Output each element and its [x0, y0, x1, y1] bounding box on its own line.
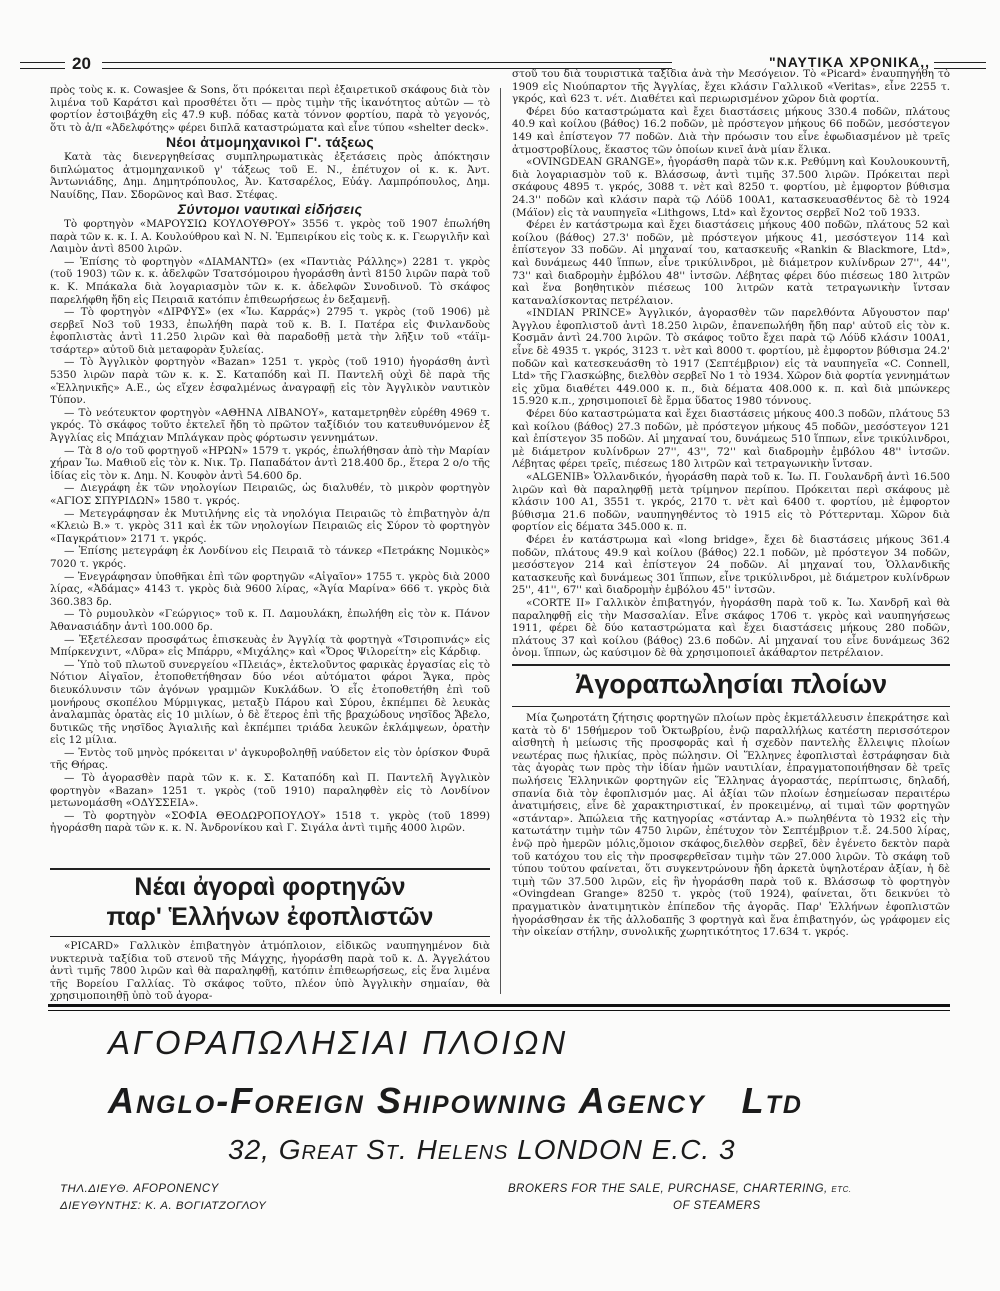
headline-new-purchases	[50, 872, 490, 932]
intro-paragraph: πρὸς τοὺς κ. κ. Cowasjee & Sons, ὅτι πρόκειται περὶ ἐξαιρετικοῦ σκάφους διὰ τὸν λιμένα τοῦ Καράτσι καὶ προσθέτει ὅτι — πρὸς τιμὴν τῆς ἱκανότητος αὐτῶν — τὸ φορτίον ἐστοιβάχθη εἰς 47.9 κυβ. πόδας κατὰ τόννον φορτίου, παρὰ τὸ γεγονός, ὅτι τὸ ἀ/π «Ἀδελφότης» φέρει διπλᾶ καταστρώματα καὶ εἶνε τύπου «shelter deck».	[50, 84, 490, 134]
ad-address: 32, Great St. Helens LONDON E.C. 3	[228, 1134, 736, 1165]
ad-etc: ETC.	[831, 1185, 852, 1194]
ad-company-text: Anglo-Foreign Shipowning Agency	[108, 1080, 706, 1121]
market-paragraph-block	[512, 712, 950, 939]
news-item: — Διεγράφη ἐκ τῶν νηολογίων Πειραιῶς, ὡς διαλυθέν, τὸ μικρὸν φορτηγὸν «ΑΓΙΟΣ ΣΠΥΡΙΔΩΝ» 1580 τ. γκρός.	[50, 482, 490, 507]
news-item: — Ἐπίσης μετεγράφη ἐκ Λονδίνου εἰς Πειραιᾶ τὸ τάνκερ «Πετράκης Νομικὸς» 7020 τ. γκρός.	[50, 545, 490, 570]
headline-line-1: Νέαι ἀγοραὶ φορτηγῶν	[134, 873, 406, 901]
news-item: — Ἐντὸς τοῦ μηνὸς πρόκειται ν' ἀγκυροβοληθῇ ναύδετον εἰς τὸν ὁρίσκον Φυρᾶ τῆς Θήρας.	[50, 746, 490, 772]
right-paragraph: «OVINGDEAN GRANGE», ἠγοράσθη παρὰ τῶν κ.κ. Ρεθύμνη καὶ Κουλουκουντῆ, διὰ λογαριασμὸν τοῦ κ. Βλάσσωφ, ἀντὶ τιμῆς 37.500 λιρῶν. Πρόκειται περὶ σκάφους 4895 τ. γκρός, 3088 τ. νὲτ καὶ 8250 τ. φορτίου, μὲ ἐμφορτον βύθισμα 24.3'' ποδῶν καὶ κλάσιν παρὰ τῷ Λόϋδ 100Α1, κατασκευασθέντος δὲ τὸ 1924 (Μάϊον) εἰς τὰ ναυπηγεῖα «Lithgows, Ltd» καὶ ἔχοντος σερβεῖ Νο2 τοῦ 1933.	[512, 156, 950, 219]
news-item: — Ἐνεγράφησαν ὑποθῆκαι ἐπὶ τῶν φορτηγῶν «Αἰγαῖον» 1755 τ. γκρὸς διὰ 2000 λίρας, «Ἀδάμας» 4143 τ. γκρὸς διὰ 9600 λίρας, «Ἁγία Μαρίνα» 666 τ. γκρὸς διὰ 360.383 δρ.	[50, 570, 490, 608]
news-item: — Τὸ ἀγορασθὲν παρὰ τῶν κ. κ. Σ. Καταπόδη καὶ Π. Παντελῆ Ἀγγλικὸν φορτηγὸν «Bazan» 1251 τ. γκρὸς (τοῦ 1910) παραληφθὲν εἰς τὸ Λονδίνον μετωνομάσθη «ΟΔΥΣΣΕΙΑ».	[50, 772, 490, 810]
ad-services	[508, 1181, 852, 1215]
news-item: — Τὸ Ἀγγλικὸν φορτηγὸν «Bazan» 1251 τ. γκρὸς (τοῦ 1910) ἠγοράσθη ἀντὶ 5350 λιρῶν παρὰ τῶν κ. κ. Σ. Καταπόδη καὶ Π. Παντελῆ οὐχὶ δὲ παρὰ τῆς «Ἑλληνικῆς» Α.Ε., ὡς εἴχεν ἐσφαλμένως ἀναγραφῇ εἰς τὸν Ἀγγλικὸν ναυτικὸν Τύπον.	[50, 356, 490, 407]
news-item: Τὸ φορτηγὸν «ΜΑΡΟΥΣΙΩ ΚΟΥΛΟΥΘΡΟΥ» 3556 τ. γκρὸς τοῦ 1907 ἐπωλήθη παρὰ τῶν κ. κ. Ι. Α. Κουλούθρου καὶ Ν. Ν. Ἐμπειρίκου εἰς τοὺς κ. κ. Γεωργιλῆν καὶ Λαιμὸν ἀντὶ 8500 λιρῶν.	[50, 217, 490, 256]
column-divider	[500, 88, 501, 994]
right-paragraph: «ALGENIB» Ὁλλανδικόν, ἠγοράσθη παρὰ τοῦ κ. Ἰω. Π. Γουλανδρῆ ἀντὶ 16.500 λιρῶν καὶ θὰ παραληφθῇ μετὰ τρίμηνον περίπου. Πρόκειται περὶ σκάφους μὲ κλάσιν 100 Α1, 3551 τ. γκρός, 2170 τ. νὲτ καὶ 6400 τ. φορτίου, μὲ ἐμφορτον βύθισμα 21.6 ποδῶν, ναυπηγηθέντος τὸ 1915 εἰς τὸ Ρόττερνταμ. Χῶρον διὰ φορτίον εἰς δέματα 345.000 κ. π.	[512, 471, 950, 534]
news-item: — Τὸ φορτηγὸν «ΣΟΦΙΑ ΘΕΟΔΩΡΟΠΟΥΛΟΥ» 1518 τ. γκρὸς (τοῦ 1899) ἠγοράσθη παρὰ τῶν κ. κ. Ν. Ἀνδρονίκου καὶ Γ. Σιγάλα ἀντὶ τιμῆς 4000 λιρῶν.	[50, 809, 490, 835]
ad-director: ΔΙΕΥΘΥΝΤΗΣ: Κ. Α. ΒΟΓΙΑΤΖΟΓΛΟΥ	[60, 1200, 267, 1212]
ad-brokers-text: BROKERS FOR THE SALE, PURCHASE, CHARTERING,	[508, 1183, 828, 1195]
news-item: — Τὸ ρυμουλκὸν «Γεώργιος» τοῦ κ. Π. Δαμουλάκη, ἐπωλήθη εἰς τὸν κ. Πάνον Ἀθανασιάδην ἀντὶ 100.000 δρ.	[50, 608, 490, 633]
right-paragraph: Φέρει ἐν κατάστρωμα καὶ «long bridge», ἔχει δὲ διαστάσεις μήκους 361.4 ποδῶν, πλάτους 49.9 καὶ κοίλου (βάθος) 22.1 ποδῶν, μὲ πρόστεγον 34 ποδῶν, μεσόστεγον 214 καὶ ἐπίστεγον 24 ποδῶν. Αἱ μηχαναί του, Ὁλλανδικῆς κατασκευῆς καὶ δυνάμεως 301 ἵππων, εἶνε τρικύλινδροι, μὲ διάμετρον κυλίνδρων 25'', 41'', 67'' καὶ διαδρομὴν ἐμβόλου 45'' ἰντσῶν.	[512, 533, 950, 597]
right-paragraph: «CORTE II» Γαλλικὸν ἐπιβατηγόν, ἠγοράσθη παρὰ τοῦ κ. Ἰω. Χανδρῆ καὶ θὰ παραληφθῇ εἰς τὴν Μασσαλίαν. Εἶνε σκάφος 1706 τ. γκρὸς καὶ ναυπηγήσεως 1911, φέρει δὲ δύο καταστρώματα καὶ ἔχει διαστάσεις μήκους 280 ποδῶν, πλάτους 37 καὶ κοίλου (βάθος) 23.6 ποδῶν. Αἱ μηχαναί του εἶνε δυνάμεως 362 ὀνομ. ἵππων, ὡς καύσιμον δὲ θὰ χρησιμοποιεῖ ἀκάθαρτον πετρέλαιον.	[512, 596, 950, 660]
section-heading-news: Σύντομοι ναυτικαὶ εἰδήσεις	[177, 201, 363, 218]
right-paragraph: Φέρει δύο καταστρώματα καὶ ἔχει διαστάσεις μήκους 330.4 ποδῶν, πλάτους 40.9 καὶ κοίλου (βάθος) 16.2 ποδῶν, μὲ πρόστεγον μήκους 66 ποδῶν, μεσόστεγον 149 καὶ ἐπίστεγον 77 ποδῶν. Διὰ τὴν πρόωσιν του εἶνε ἐφωδιασμένον μὲ τρεῖς ἀτμοστροβίλους, ἕκαστος τῶν ὁποίων κινεῖ ἀνὰ μίαν ἕλικα.	[512, 105, 950, 156]
page-number: 20	[72, 54, 91, 73]
news-item: — Μετεγράφησαν ἐκ Μυτιλήνης εἰς τὰ νηολόγια Πειραιῶς τὸ ἐπιβατηγὸν ἀ/π «Κλειὼ Β.» τ. γκρὸς 311 καὶ ἐκ τῶν νηολογίων Πειραιῶς εἰς Σύρον τὸ φορτηγὸν «Παγκράτιον» 2171 τ. γκρός.	[50, 507, 490, 545]
right-paragraph: Φέρει ἐν κατάστρωμα καὶ ἔχει διαστάσεις μήκους 400 ποδῶν, πλάτους 52 καὶ κοίλου (βάθος) 27.3' ποδῶν, μὲ πρόστεγον μήκους 41, μεσόστεγον 114 καὶ ἐπίστεγον 33 ποδῶν. Αἱ μηχαναί του, κατασκευῆς «Rankin & Blackmore, Ltd», καὶ δυνάμεως 440 ἵππων, εἶνε τρικύλινδροι, μὲ διάμετρον κυλίνδρων 27'', 44'', 73'' καὶ διαδρομὴν ἐμβόλου 48'' ἰντσῶν. Λέβητας φέρει δύο πιέσεως 180 λιτρῶν καὶ ἕνα βοηθητικὸν πιέσεως 100 λιτρῶν κατὰ τετραγωνικὴν ἴντσαν καταναλίσκοντας πετρέλαιον.	[512, 219, 950, 307]
news-item: — Ἐξετέλεσαν προσφάτως ἐπισκευὰς ἐν Ἀγγλίᾳ τὰ φορτηγὰ «Τσιροπινάς» εἰς Μπίρκενχιντ, «Λῦρα» εἰς Μπάρρυ, «Μιχάλης» καὶ «Ὄρος Ψιλορείτη» εἰς Κάρδιφ.	[50, 633, 490, 659]
rule-before-purchases	[50, 868, 490, 870]
headline-ship-sales: Ἀγοραπωλησίαι πλοίων	[574, 669, 888, 699]
news-item: — Ὑπὸ τοῦ πλωτοῦ συνεργείου «Πλειάς», ἐκτελοῦντος φαρικὰς ἐργασίας εἰς τὸ Νότιον Αἰγαῖον, ἐτοποθετήθησαν δύο νέοι αὐτόματοι φάροι Ἄγκα, πρὸς διευκόλυνσιν τῶν ἀγόνων γραμμῶν Κυκλάδων. Ὁ εἷς ἐτοποθετήθη ἐπὶ τοῦ μονήρους σκοπέλου Μύρμιγκας, μεταξὺ Πάρου καὶ Σύρου, ἐκπέμπει δὲ λευκὰς ἀναλαμπὰς ὁρατὰς εἰς 10 μιλίων, ὁ δὲ ἕτερος ἐπὶ τῆς βραχώδους νησῖδος Ἄβελο, δυτικῶς τῆς νησῖδος Ἀγιαλιῆς καὶ ἐκπέμπει τριάδα λευκῶν ἐκλάμψεων, ὁρατὴν εἰς 12 μίλια.	[50, 658, 490, 747]
market-paragraph: Μία ζωηροτάτη ζήτησις φορτηγῶν πλοίων πρὸς ἐκμετάλλευσιν ἐπεκράτησε καὶ κατὰ τὸ δ' 15θήμερον τοῦ Ὀκτωβρίου, ἐνῷ παραλλήλως κατέστη περισσότερον αἰσθητὴ ἡ μείωσις τῆς προσφορᾶς καὶ ἡ σχεδὸν παντελὴς ἔλλειψις πλοίων νεωτέρας πως ἡλικίας, πρὸς πώλησιν. Οἱ Ἕλληνες ἐφοπλισταὶ ἐστράφησαν διὰ τὰς ἀγορὰς των πρὸς τὴν ἰδίαν ἡμῶν ναυτιλίαν, ἐπραγματοποιήθησαν δὲ τρεῖς πωλήσεις Ἑλληνικῶν φορτηγῶν εἰς Ἕλληνας ἀγοραστάς, περίπτωσις, δηλαδή, σπανία διὰ τὸν ἐφοπλισμόν μας. Αἱ ἀξίαι τῶν πλοίων ἐσημείωσαν περαιτέρω ἀνατιμήσεις, εἶνε δὲ χαρακτηριστικαί, ἐν προκειμένῳ, αἱ τιμαὶ τῶν φορτηγῶν «στάνταρ». Ἀπώλεια τῆς κατηγορίας «στάνταρ Α.» πωληθέντα τὸ 1932 εἰς τὴν κατωτάτην τιμὴν τῶν 4750 λιρῶν, ἐπέτυχον τὸν Σεπτέμβριον τ.ἔ. 24.500 λίρας, ἐνῷ πρὸ ἡμερῶν μόλις,ὅμοιον σκάφος,διελθὸν σερβεῖ, δὲν ἐγένετο δεκτὸν παρὰ τοῦ κατόχου του εἰς τὴν προσφερθεῖσαν τιμὴν τῶν 27.000 λιρῶν. Τὸ σκάφη τοῦ τύπου τούτου φαίνεται, ὅτι συγκεντρώνουν ἤδη ἀρκετὰ ὑψηλοτέραν ἀξίαν, ἡ δὲ τιμὴ τῶν 37.500 λιρῶν, εἰς ἣν ἠγοράσθη παρὰ τοῦ κ. Βλάσσωφ τὸ φορτηγὸν «Ovingdean Grange» 8250 τ. γκρὸς (τοῦ 1924), φαίνεται, ὅτι δεικνύει τὸ πραγματικὸν ἀνατιμητικὸν ἐπίπεδον τῆς ἀγορᾶς. Παρ' Ἑλλήνων ἐφοπλιστῶν ἠγοράσθησαν ἐκ τῆς ἀλλοδαπῆς 3 φορτηγὰ καὶ ἕνα ἐπιβατηγόν, ὡς γράφομεν εἰς τὴν οἰκείαν στήλην, συνολικῆς χωρητικότητος 17.634 τ. γκρός.	[512, 712, 950, 939]
right-column	[512, 68, 950, 660]
right-paragraph: Φέρει δύο καταστρώματα καὶ ἔχει διαστάσεις μήκους 400.3 ποδῶν, πλάτους 53 καὶ κοίλου (βάθος) 27.3 ποδῶν, μὲ πρόστεγον μήκους 45 ποδῶν, μεσόστεγον 121 καὶ ἐπίστεγον 35 ποδῶν. Αἱ μηχαναί του, δυνάμεως 510 ἵππων, εἶνε τρικύλινδροι, μὲ διάμετρον κυλίνδρων 27'', 43'', 72'' καὶ διαδρομὴν ἐμβόλου 48'' ἰντσῶν. Λέβητας φέρει τρεῖς, πιέσεως 180 λιτρῶν καὶ τετραγωνικὴν ἴντσαν.	[512, 408, 950, 471]
ad-contact	[60, 1181, 266, 1215]
ad-headline-greek: ΑΓΟΡΑΠΩΛΗΣΙΑΙ ΠΛΟΙΩΝ	[108, 1024, 569, 1061]
ad-brokers-line	[508, 1181, 852, 1198]
headline-line-2: παρ' Ἑλλήνων ἐφοπλιστῶν	[106, 903, 434, 931]
rule-after-market	[512, 706, 950, 707]
news-item: — Τὰ 8 ο/ο τοῦ φορτηγοῦ «ΗΡΩΝ» 1579 τ. γκρός, ἐπωλήθησαν ἀπὸ τὴν Μαρίαν χήραν Ἰω. Μαθιοῦ εἰς τὸν κ. Νικ. Τρ. Παπαδάτον ἀντὶ 218.400 δρ., ἕτερα 2 ο/ο τῆς ἰδίας εἰς τὸν κ. Δημ. Ν. Κουφὸν ἀντὶ 54.600 δρ.	[50, 444, 490, 482]
right-paragraph: «INDIAN PRINCE» Ἀγγλικόν, ἀγορασθὲν τῶν παρελθόντα Αὔγουστον παρ' Ἀγγλου ἐφοπλιστοῦ ἀντὶ 18.250 λιρῶν, ἐπανεπωλήθη ἤδη παρ' αὐτοῦ εἰς τὸν κ. Κοσμᾶν ἀντὶ 24.700 λιρῶν. Τὸ σκάφος τοῦτο ἔχει παρὰ τῷ Λόϋδ κλάσιν 100Α1, εἶνε δὲ 4935 τ. γκρός, 3123 τ. νὲτ καὶ 8000 τ. φορτίου, μὲ ἐμφορτον βύθισμα 24.2' ποδῶν καὶ κατεσκευάσθη τὸ 1917 (Σεπτέμβριον) εἰς τὰ ναυπηγεῖα «C. Connell, Ltd» τῆς Γλασκώβης, διελθὸν σερβεῖ Νο 1 τὸ 1934. Χῶρον διὰ φορτία γεννημάτων εἰς χῦμα διαθέτει 449.000 κ. π., διὰ δέματα 408.000 κ. π. καὶ διὰ μπώνκερς 15.920 κ.π., χρησιμοποιεῖ δὲ ἔρμα ὕδατος 1980 τόννους.	[512, 307, 950, 408]
ad-top-rule	[48, 1004, 950, 1011]
advertisement	[48, 1004, 950, 1226]
section-heading-engineers: Νέοι ἀτμομηχανικοὶ Γ'. τάξεως	[165, 134, 375, 151]
ad-company-ltd: Ltd	[741, 1080, 803, 1121]
publication-title: "ΝΑΥΤΙΚΑ ΧΡΟΝΙΚΑ,,	[768, 54, 930, 70]
news-item: — Τὸ φορτηγὸν «ΔΙΡΦΥΣ» (ex «Ἰω. Καρράς») 2795 τ. γκρὸς (τοῦ 1906) μὲ σερβεῖ Νο3 τοῦ 1933, ἐπωλήθη παρὰ τοῦ κ. Β. Ι. Πατέρα εἰς Φινλανδοὺς ἐφοπλιστὰς ἀντὶ 11.250 λιρῶν καὶ θὰ παραδοθῇ μετὰ τὴν λῆξιν τοῦ «τάϊμ-τσάρτερ» αὐτοῦ διὰ μεταφορὰν ξυλείας.	[50, 306, 490, 356]
ad-steamers: OF STEAMERS	[673, 1200, 761, 1212]
right-paragraph: στοῦ του διὰ τουριστικὰ ταξίδια ἀνὰ τὴν Μεσόγειον. Τὸ «Picard» ἐναυπηγήθη τὸ 1909 εἰς Νιούπαρτον τῆς Ἀγγλίας, ἔχει κλάσιν Γαλλικοῦ «Veritas», εἶνε 2255 τ. γκρός, καὶ 623 τ. νέτ. Διαθέτει καὶ περιωρισμένον χῶρον διὰ φορτία.	[512, 68, 950, 106]
ad-telegram: ΤΗΛ.ΔΙΕΥΘ. AFOPONENCY	[60, 1183, 219, 1195]
news-item: — Ἐπίσης τὸ φορτηγὸν «ΔΙΑΜΑΝΤΩ» (ex «Παντιὰς Ράλλης») 2281 τ. γκρὸς (τοῦ 1903) τῶν κ. κ. ἀδελφῶν Τσατσόμοιρου ἠγοράσθη ἀντὶ 8150 λιρῶν παρὰ τοῦ κ. Κ. Μπάκαλα διὰ λογαριασμὸν τῶν κ. κ. ἀδελφῶν Συνοδινοῦ. Τὸ σκάφος παρελήφθη ἤδη εἰς Πειραιᾶ κατόπιν ἐπιθεωρήσεως ἐν δεξαμενῇ.	[50, 255, 490, 306]
ad-company-name	[108, 1080, 803, 1122]
picard-paragraph: «PICARD» Γαλλικὸν ἐπιβατηγὸν ἀτμόπλοιον, εἰδικῶς ναυπηγημένον διὰ νυκτερινὰ ταξίδια τοῦ στενοῦ τῆς Μάγχης, ἠγοράσθη παρὰ τοῦ κ. Δ. Ἀγγελάτου ἀντὶ τιμῆς 7800 λιρῶν καὶ θὰ παραληφθῇ, κατόπιν ἐπιθεωρήσεως, εἰς ἕνα λιμένα τῆς Βορείου Γαλλίας. Τὸ σκάφος τοῦτο, πλέον ὑπὸ Ἀγγλικὴν σημαίαν, θὰ χρησιμοποιηθῇ ὑπὸ τοῦ ἀγορα-	[50, 940, 490, 1003]
left-column	[50, 84, 490, 835]
news-item: — Τὸ νεότευκτον φορτηγὸν «ΑΘΗΝΑ ΛΙΒΑΝΟΥ», καταμετρηθὲν εὑρέθη 4969 τ. γκρός. Τὸ σκάφος τοῦτο ἐκτελεῖ ἤδη τὸ πρῶτον ταξίδιόν του κατευθυνόμενον ἐξ Ἀγγλίας εἰς Μπάχιαν Μπλάγκαν πρὸς φόρτωσιν γεννημάτων.	[50, 406, 490, 445]
engineers-paragraph: Κατὰ τὰς διενεργηθείσας συμπληρωματικὰς ἐξετάσεις πρὸς ἀπόκτησιν διπλώματος ἀτμομηχανικοῦ γ' τάξεως τοῦ Ε. Ν., ἐπέτυχον οἱ κ. κ. Ἀντ. Ἀντωνιάδης, Δημ. Δημητρόπουλος, Ἀν. Κατσαρέλος, Εὐάγ. Λαμπρόπουλος, Δημ. Ναυίδης, Παν. Σδορῶνος καὶ Βασ. Στέφας.	[50, 150, 490, 201]
picard-paragraph-block	[50, 940, 490, 1003]
rule-after-purchases	[50, 936, 490, 937]
rule-before-market	[512, 664, 950, 666]
header-rule-left	[20, 62, 65, 69]
